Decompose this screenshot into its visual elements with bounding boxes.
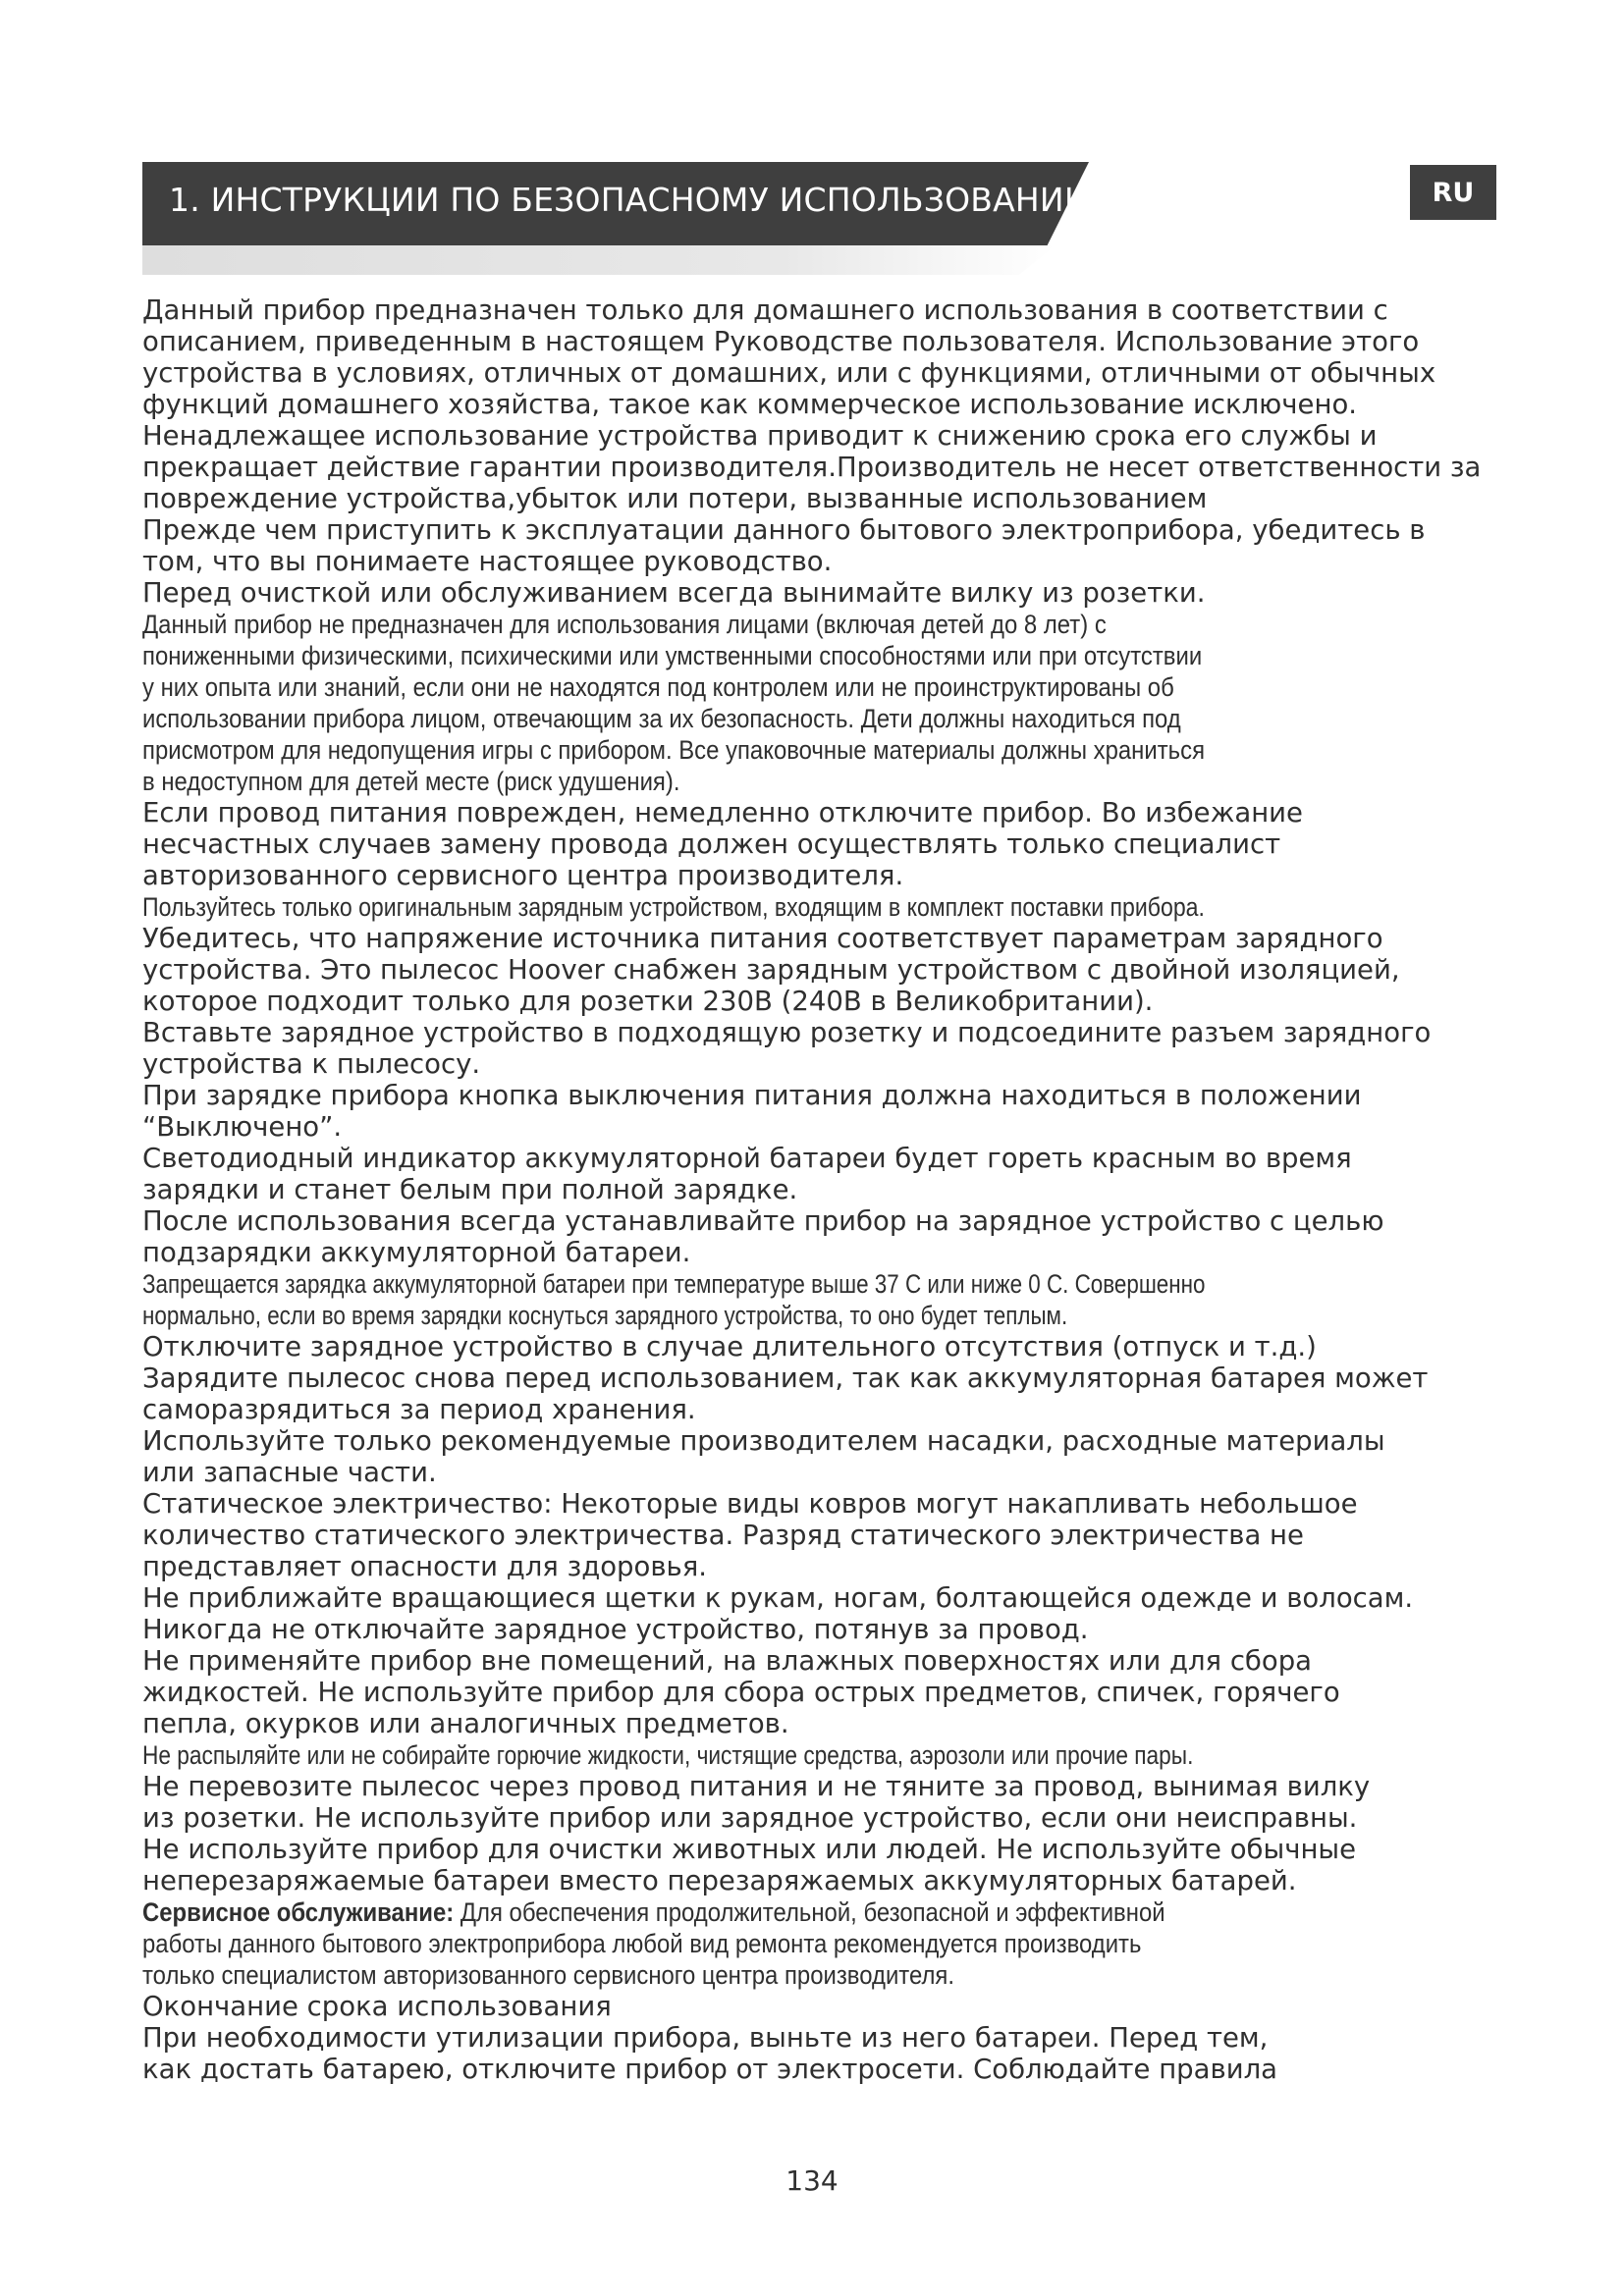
paragraph-end-of-life-heading: Окончание срока использования: [142, 1991, 612, 2022]
paragraph-temperature: Запрещается зарядка аккумуляторной батареи при температуре выше 37 С или ниже 0 С. Совершенно нормально, если во время зарядки коснуться зарядного устройства, то оно будет теплым.: [142, 1269, 1206, 1330]
language-badge: RU: [1410, 165, 1496, 220]
paragraph-recharge-after-use: После использования всегда устанавливайте прибор на зарядное устройство с целью подзарядки аккумуляторной батареи.: [142, 1205, 1384, 1268]
paragraph-disconnect-absence: Отключите зарядное устройство в случае длительного отсутствия (отпуск и т.д.): [142, 1331, 1317, 1362]
paragraph-voltage: Убедитесь, что напряжение источника питания соответствует параметрам зарядного устройства. Это пылесос Hoover снабжен зарядным устройством с двойной изоляцией, которое подходит только для розетки 230В (240В в Великобритании).: [142, 923, 1400, 1017]
paragraph-animals-batteries: Не используйте прибор для очистки животных или людей. Не используйте обычные неперезаряжаемые батареи вместо перезаряжаемых аккумуляторных батарей.: [142, 1834, 1357, 1896]
paragraph-service: [142, 1896, 1498, 1991]
paragraph-original-charger: Пользуйтесь только оригинальным зарядным устройством, входящим в комплект поставки прибора.: [142, 892, 1205, 922]
header-shadow: [142, 245, 1056, 275]
paragraph-read-manual: Прежде чем приступить к эксплуатации данного бытового электроприбора, убедитесь в том, что вы понимаете настоящее руководство.: [142, 514, 1426, 577]
paragraph-outdoor-use: Не применяйте прибор вне помещений, на влажных поверхностях или для сбора жидкостей. Не используйте прибор для сбора острых предметов, спичек, горячего пепла, окурков или аналогичных предметов.: [142, 1645, 1340, 1739]
paragraph-disposal: При необходимости утилизации прибора, выньте из него батареи. Перед тем, как достать батарею, отключите прибор от электросети. Соблюдайте правила: [142, 2022, 1277, 2085]
service-lead: Сервисное обслуживание:: [142, 1897, 455, 1927]
paragraph-intended-use: Данный прибор предназначен только для домашнего использования в соответствии с описанием, приведенным в настоящем Руководстве пользователя. Использование этого устройства в условиях, отличных от домашних, или с функциями, отличными от обычных функций домашнего хозяйства, такое как коммерческое использование исключено.: [142, 294, 1436, 420]
paragraph-recommended-accessories: Используйте только рекомендуемые производителем насадки, расходные материалы или запасные части.: [142, 1425, 1385, 1488]
paragraph-unplug-before-cleaning: Перед очисткой или обслуживанием всегда вынимайте вилку из розетки.: [142, 577, 1206, 609]
body-text: [142, 294, 1497, 2085]
paragraph-rotating-brushes: Не приближайте вращающиеся щетки к рукам, ногам, болтающейся одежде и волосам.: [142, 1582, 1414, 1614]
paragraph-children-safety: Данный прибор не предназначен для использования лицами (включая детей до 8 лет) с пониженными физическими, психическими или умственными способностями или при отсутствии у них опыта или знаний, если они не находятся под контролем или не проинструктированы об использовании прибора лицом, отвечающим за их безопасность. Дети должны находиться под присмотром для недопущения игры с прибором. Все упаковочные материалы должны храниться в недоступном для детей месте (риск удушения).: [142, 610, 1206, 796]
paragraph-carry-by-cord: Не перевозите пылесос через провод питания и не тяните за провод, вынимая вилку из розетки. Не используйте прибор или зарядное устройство, если они неисправны.: [142, 1771, 1371, 1834]
page-number: 134: [785, 2164, 839, 2197]
service-text: Для обеспечения продолжительной, безопасной и эффективной работы данного бытового электроприбора любой вид ремонта рекомендуется производить только специалистом авторизованного сервисного центра производителя.: [142, 1897, 1165, 1990]
paragraph-insert-charger: Вставьте зарядное устройство в подходящую розетку и подсоедините разъем зарядного устройства к пылесосу.: [142, 1017, 1432, 1080]
paragraph-damaged-cord: Если провод питания поврежден, немедленно отключите прибор. Во избежание несчастных случаев замену провода должен осуществлять только специалист авторизованного сервисного центра производителя.: [142, 797, 1303, 891]
paragraph-misuse-warranty: Ненадлежащее использование устройства приводит к снижению срока его службы и прекращает действие гарантии производителя.Производитель не несет ответственности за повреждение устройства,убыток или потери, вызванные использованием: [142, 420, 1482, 514]
paragraph-led-indicator: Светодиодный индикатор аккумуляторной батареи будет гореть красным во время зарядки и станет белым при полной зарядке.: [142, 1143, 1352, 1205]
paragraph-static-electricity: Статическое электричество: Некоторые виды ковров могут накапливать небольшое количество статического электричества. Разряд статического электричества не представляет опасности для здоровья.: [142, 1488, 1358, 1582]
paragraph-pull-cord: Никогда не отключайте зарядное устройство, потянув за провод.: [142, 1614, 1089, 1645]
paragraph-self-discharge: Зарядите пылесос снова перед использованием, так как аккумуляторная батарея может саморазрядиться за период хранения.: [142, 1362, 1429, 1425]
section-title: 1. ИНСТРУКЦИИ ПО БЕЗОПАСНОМУ ИСПОЛЬЗОВАНИЮ: [169, 181, 1100, 219]
paragraph-flammable-liquids: Не распыляйте или не собирайте горючие жидкости, чистящие средства, аэрозоли или прочие пары.: [142, 1740, 1194, 1770]
paragraph-power-off-charging: При зарядке прибора кнопка выключения питания должна находиться в положении “Выключено”.: [142, 1080, 1362, 1143]
